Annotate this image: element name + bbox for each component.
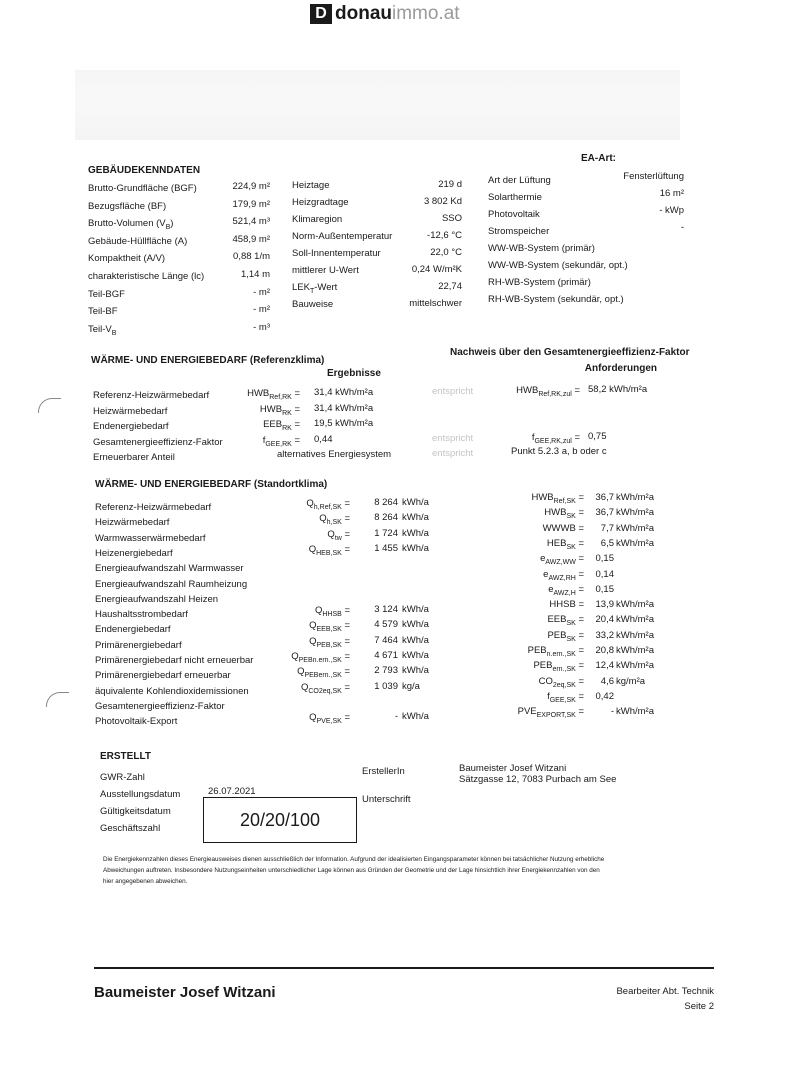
gebaeude-label: Kompaktheit (A/V) [88, 253, 166, 265]
referenz-req-symbol: $HWB_{Ref,RK,zul}$ = [516, 385, 580, 398]
referenz-title: WÄRME- UND ENERGIEBEDARF (Referenzklima) [91, 355, 325, 366]
geschaeft-label: Geschäftszahl [100, 823, 161, 834]
standort-right-unit: kWh/m²a [616, 629, 654, 641]
standort-label: Endenergiebedarf [95, 624, 171, 636]
referenz-status: entspricht [432, 386, 474, 397]
standort-right-value: 12,4 [595, 660, 614, 672]
referenz-symbol: $f_{GEE,RK}$ = [262, 434, 300, 448]
logo-mark-icon: D [310, 4, 332, 24]
unterschrift-label: Unterschrift [362, 794, 411, 805]
standort-right-value: 6,5 [600, 537, 614, 549]
referenz-req-value: Punkt 5.2.3 a, b oder c [511, 446, 607, 457]
gebaeude-label: Brutto-Grundfläche (BGF) [88, 183, 197, 194]
referenz-value: 31,4 kWh/m²a [314, 402, 374, 414]
anforderungen-header: Anforderungen [584, 363, 657, 374]
standort-right-unit: kWh/m²a [616, 706, 654, 718]
standort-label: Primärenergiebedarf [95, 639, 182, 651]
ea-art-value: Fensterlüftung [623, 171, 684, 182]
gebaeude-mid-label: $LEK_T$-Wert [292, 282, 338, 295]
gueltig-label: Gültigkeitsdatum [100, 806, 171, 817]
standort-label: Energieaufwandszahl Warmwasser [95, 563, 244, 575]
standort-right-symbol: $EEB_{SK}$ = [547, 614, 584, 628]
standort-symbol: $Q_{PVE,SK}$ = [309, 712, 350, 726]
referenz-status: entspricht [432, 432, 474, 444]
ea-art-label: WW-WB-System (sekundär, opt.) [488, 260, 628, 271]
referenz-label: Erneuerbarer Anteil [93, 452, 175, 463]
referenz-value: alternatives Energiesystem [277, 449, 392, 460]
gebaeude-value: 179,9 m² [232, 198, 270, 210]
punch-hole-mark [38, 398, 61, 413]
standort-value: 1 455 [374, 542, 398, 554]
standort-label: Primärenergiebedarf nicht erneuerbar [95, 655, 254, 666]
standort-right-symbol: $PEB_{ern.,SK}$ = [533, 660, 584, 674]
gebaeude-mid-label: Heiztage [292, 180, 330, 191]
ea-art-label: RH-WB-System (primär) [488, 277, 591, 288]
punch-hole-mark [46, 692, 69, 707]
gebaeude-value: 0,88 1/m [233, 251, 270, 263]
standort-symbol: $Q_{h,SK}$ = [319, 513, 350, 527]
referenz-label: Heizwärmebedarf [93, 405, 168, 417]
gebaeude-label: Gebäude-Hüllfläche (A) [88, 235, 188, 247]
referenz-label: Endenergiebedarf [93, 421, 169, 432]
standort-unit: kWh/a [402, 665, 429, 677]
ea-art-title: EA-Art: [581, 153, 616, 164]
disclaimer-line: hier angegebenen abweichen. [103, 878, 188, 885]
standort-right-unit: kWh/m²a [616, 645, 654, 656]
gebaeude-label: Teil-BGF [88, 288, 125, 300]
standort-value: 3 124 [374, 604, 398, 616]
standort-right-symbol: $HWB_{SK}$ = [544, 507, 584, 521]
standort-right-symbol: WWWB = [542, 522, 584, 534]
standort-right-symbol: $PEB_{n.ern.,SK}$ = [527, 645, 584, 658]
ea-art-label: RH-WB-System (sekundär, opt.) [488, 294, 624, 305]
gebaeude-label: charakteristische Länge (lc) [88, 271, 205, 282]
gebaeude-mid-value: SSO [441, 213, 462, 224]
erstellt-title: ERSTELLT [100, 751, 151, 762]
standort-right-value: 4,6 [600, 675, 614, 687]
referenz-value: 19,5 kWh/m²a [314, 418, 374, 429]
standort-label: Energieaufwandszahl Heizen [95, 593, 219, 605]
gebaeude-value: 521,4 m³ [232, 216, 270, 228]
standort-label: Heizenergiebedarf [95, 547, 173, 559]
gebaeude-mid-value: -12,6 °C [427, 230, 462, 241]
standort-unit: kWh/a [402, 619, 429, 631]
ergebnisse-header: Ergebnisse [327, 368, 381, 379]
erstellerin-label: ErstellerIn [362, 766, 405, 777]
standort-right-unit: kWh/m²a [616, 522, 654, 534]
standort-right-unit: kWh/m²a [616, 507, 654, 519]
gebaeude-mid-value: 219 d [438, 179, 462, 190]
standort-right-value: - [610, 706, 614, 718]
gebaeude-value: 458,9 m² [232, 233, 270, 245]
gebaeude-value: 224,9 m² [232, 181, 270, 192]
standort-right-value: 20,4 [595, 614, 614, 626]
referenz-label: Referenz-Heizwärmebedarf [93, 390, 210, 401]
standort-right-value: 33,2 [595, 629, 614, 641]
standort-unit: kWh/a [402, 527, 429, 539]
ea-art-value: 16 m² [659, 188, 684, 199]
referenz-status: entspricht [432, 448, 474, 459]
standort-value: 1 039 [374, 680, 398, 692]
gebaeude-value: - m² [253, 304, 270, 316]
gebaeude-mid-label: Norm-Außentemperatur [292, 231, 393, 242]
referenz-value: 31,4 kWh/m²a [314, 387, 374, 398]
ea-art-value: - [680, 222, 684, 233]
standort-label: äquivalente Kohlendioxidemissionen [95, 685, 249, 697]
standort-symbol: $Q_{PEBern.,SK}$ = [297, 666, 350, 680]
referenz-label: Gesamtenergieeffizienz-Faktor [93, 436, 223, 448]
nachweis-title: Nachweis über den Gesamtenergieeffizienz-Faktor [450, 347, 690, 358]
gebaeude-title: GEBÄUDEKENNDATEN [88, 165, 201, 176]
ea-art-label: Art der Lüftung [488, 175, 551, 186]
standort-value: 2 793 [374, 665, 398, 677]
standort-label: Gesamtenergieeffizienz-Faktor [95, 700, 225, 712]
geschaeftszahl-box [203, 797, 357, 843]
standort-value: - [394, 711, 398, 723]
footer-company: Baumeister Josef Witzani [94, 984, 276, 1001]
ea-art-label: Solarthermie [488, 192, 542, 203]
standort-symbol: $Q_{tw}$ = [327, 528, 350, 542]
referenz-symbol: $HWB_{Ref,RK}$ = [247, 388, 300, 401]
ausstellung-label: Ausstellungsdatum [100, 789, 181, 800]
gebaeude-mid-value: 22,0 °C [430, 247, 462, 258]
standort-unit: kWh/a [402, 711, 429, 723]
standort-right-value: 0,42 [595, 690, 614, 702]
footer-rule [94, 967, 714, 969]
footer-page: Seite 2 [684, 1001, 714, 1012]
standort-unit: kWh/a [402, 512, 429, 524]
standort-label: Heizwärmebedarf [95, 517, 170, 529]
standort-right-unit: kWh/m²a [616, 614, 654, 626]
standort-label: Haushaltsstrombedarf [95, 609, 188, 621]
standort-value: 1 724 [374, 527, 398, 539]
standort-right-value: 36,7 [595, 492, 614, 503]
gebaeude-mid-label: Klimaregion [292, 214, 343, 225]
standort-symbol: $Q_{PEBn.ern.,SK}$ = [291, 651, 350, 664]
footer-role: Bearbeiter Abt. Technik [616, 986, 714, 997]
standort-right-unit: kWh/m²a [616, 537, 654, 549]
standort-right-value: 36,7 [595, 507, 614, 519]
standort-right-value: 0,15 [595, 553, 614, 565]
standort-label: Primärenergiebedarf erneuerbar [95, 670, 231, 682]
standort-unit: kWh/a [402, 542, 429, 554]
gebaeude-label: Bezugsfläche (BF) [88, 200, 167, 212]
standort-title: WÄRME- UND ENERGIEBEDARF (Standortklima) [95, 479, 328, 490]
gebaeude-label: Brutto-Volumen $(V_B)$ [88, 218, 174, 232]
ea-art-label: Stromspeicher [488, 226, 550, 237]
standort-unit: kWh/a [402, 634, 429, 646]
standort-right-symbol: HHSB = [549, 599, 584, 611]
standort-right-symbol: $CO_{2eq,SK}$ = [538, 675, 584, 689]
gebaeude-mid-label: Soll-Innentemperatur [292, 248, 381, 259]
gebaeude-mid-value: 22,74 [438, 281, 462, 292]
standort-label: Warmwasserwärmebedarf [95, 532, 206, 544]
standort-right-unit: kWh/m²a [616, 492, 654, 503]
standort-right-symbol: $e_{AWZ,WW}$ = [540, 553, 584, 567]
gebaeude-label: Teil-$V_B$ [88, 323, 117, 337]
standort-value: 4 579 [374, 619, 398, 631]
gebaeude-mid-label: Heizgradtage [292, 197, 349, 208]
standort-label: Referenz-Heizwärmebedarf [95, 502, 212, 513]
disclaimer-line: Die Energiekennzahlen dieses Energieausweises dienen ausschließlich der Information. Aufgrund der idealisierten Eingangsparameter können bei tatsächlicher Nutzung erhebliche [103, 856, 605, 863]
standort-right-symbol: $e_{AWZ,RH}$ = [543, 568, 584, 582]
gebaeude-mid-value: 0,24 W/m²K [411, 264, 462, 275]
standort-symbol: $Q_{HEB,SK}$ = [308, 543, 350, 557]
standort-label: Energieaufwandszahl Raumheizung [95, 578, 248, 590]
gwr-label: GWR-Zahl [100, 772, 145, 783]
standort-value: 4 671 [374, 650, 398, 661]
gebaeude-mid-label: mittlerer U-Wert [292, 265, 359, 276]
standort-right-value: 20,8 [595, 645, 614, 656]
standort-unit: kWh/a [402, 497, 429, 508]
standort-unit: kWh/a [402, 604, 429, 616]
referenz-req-symbol: $f_{GEE,RK,zul}$ = [531, 431, 580, 445]
logo-wordmark: donauimmo.at [335, 3, 460, 24]
standort-right-value: 0,14 [595, 568, 614, 580]
standort-right-value: 13,9 [595, 599, 614, 611]
standort-right-symbol: $f_{GEE,SK}$ = [547, 690, 584, 704]
gebaeude-value: 1,14 m [240, 269, 270, 280]
donauimmo-logo [310, 3, 460, 25]
ea-art-label: WW-WB-System (primär) [488, 243, 595, 254]
referenz-symbol: $HWB_{RK}$ = [259, 403, 300, 417]
ersteller-address: Sätzgasse 12, 7083 Purbach am See [459, 774, 617, 785]
standort-value: 7 464 [374, 634, 398, 646]
gebaeude-label: Teil-BF [88, 306, 118, 318]
standort-symbol: $Q_{h,Ref,SK}$ = [306, 498, 350, 511]
referenz-symbol: $EEB_{RK}$ = [263, 419, 300, 432]
disclaimer-line: Abweichungen auftreten. Insbesondere Nutzungseinheiten unterschiedlicher Lage können aus Gründen der Geometrie und der Lage hinsichtlich ihrer Energiekennzahlen von den [103, 867, 600, 874]
ea-art-value: - kWp [659, 205, 684, 216]
standort-right-value: 0,15 [595, 583, 614, 595]
standort-right-unit: kWh/m²a [616, 660, 654, 672]
gebaeude-value: - m² [253, 286, 270, 298]
gebaeude-mid-label: Bauweise [292, 299, 334, 310]
standort-symbol: $Q_{PEB,SK}$ = [309, 635, 350, 649]
standort-label: Photovoltaik-Export [95, 716, 178, 728]
standort-symbol: $Q_{HHSB}$ = [314, 605, 350, 618]
standort-right-symbol: $PVE_{EXPORT,SK}$ = [517, 706, 584, 720]
standort-right-unit: kg/m²a [616, 675, 646, 687]
gebaeude-value: - m³ [253, 321, 270, 333]
standort-unit: kg/a [402, 680, 420, 692]
ea-art-label: Photovoltaik [488, 209, 540, 220]
standort-symbol: $Q_{EEB,SK}$ = [309, 620, 350, 634]
standort-symbol: $Q_{CO2eq,SK}$ = [300, 681, 350, 695]
standort-unit: kWh/a [402, 650, 429, 661]
referenz-value: 0,44 [314, 433, 333, 445]
referenz-req-value: 58,2 kWh/m²a [588, 384, 648, 395]
gebaeude-mid-value: mittelschwer [409, 298, 462, 309]
ersteller-name: Baumeister Josef Witzani [459, 763, 567, 774]
ausstellung-value: 26.07.2021 [208, 786, 256, 797]
standort-value: 8 264 [374, 512, 398, 524]
gebaeude-mid-value: 3 802 Kd [423, 196, 462, 207]
standort-right-symbol: $HEB_{SK}$ = [546, 537, 584, 551]
standort-value: 8 264 [374, 497, 398, 508]
standort-right-value: 7,7 [600, 522, 614, 534]
standort-right-symbol: $HWB_{Ref,SK}$ = [531, 492, 584, 505]
scan-artifact [75, 70, 680, 140]
referenz-req-value: 0,75 [588, 430, 607, 442]
standort-right-unit: kWh/m²a [616, 599, 654, 611]
standort-right-symbol: $PEB_{SK}$ = [547, 629, 584, 643]
standort-right-symbol: $e_{AWZ,H}$ = [548, 583, 584, 597]
geschaeftszahl-value: 20/20/100 [239, 810, 321, 830]
